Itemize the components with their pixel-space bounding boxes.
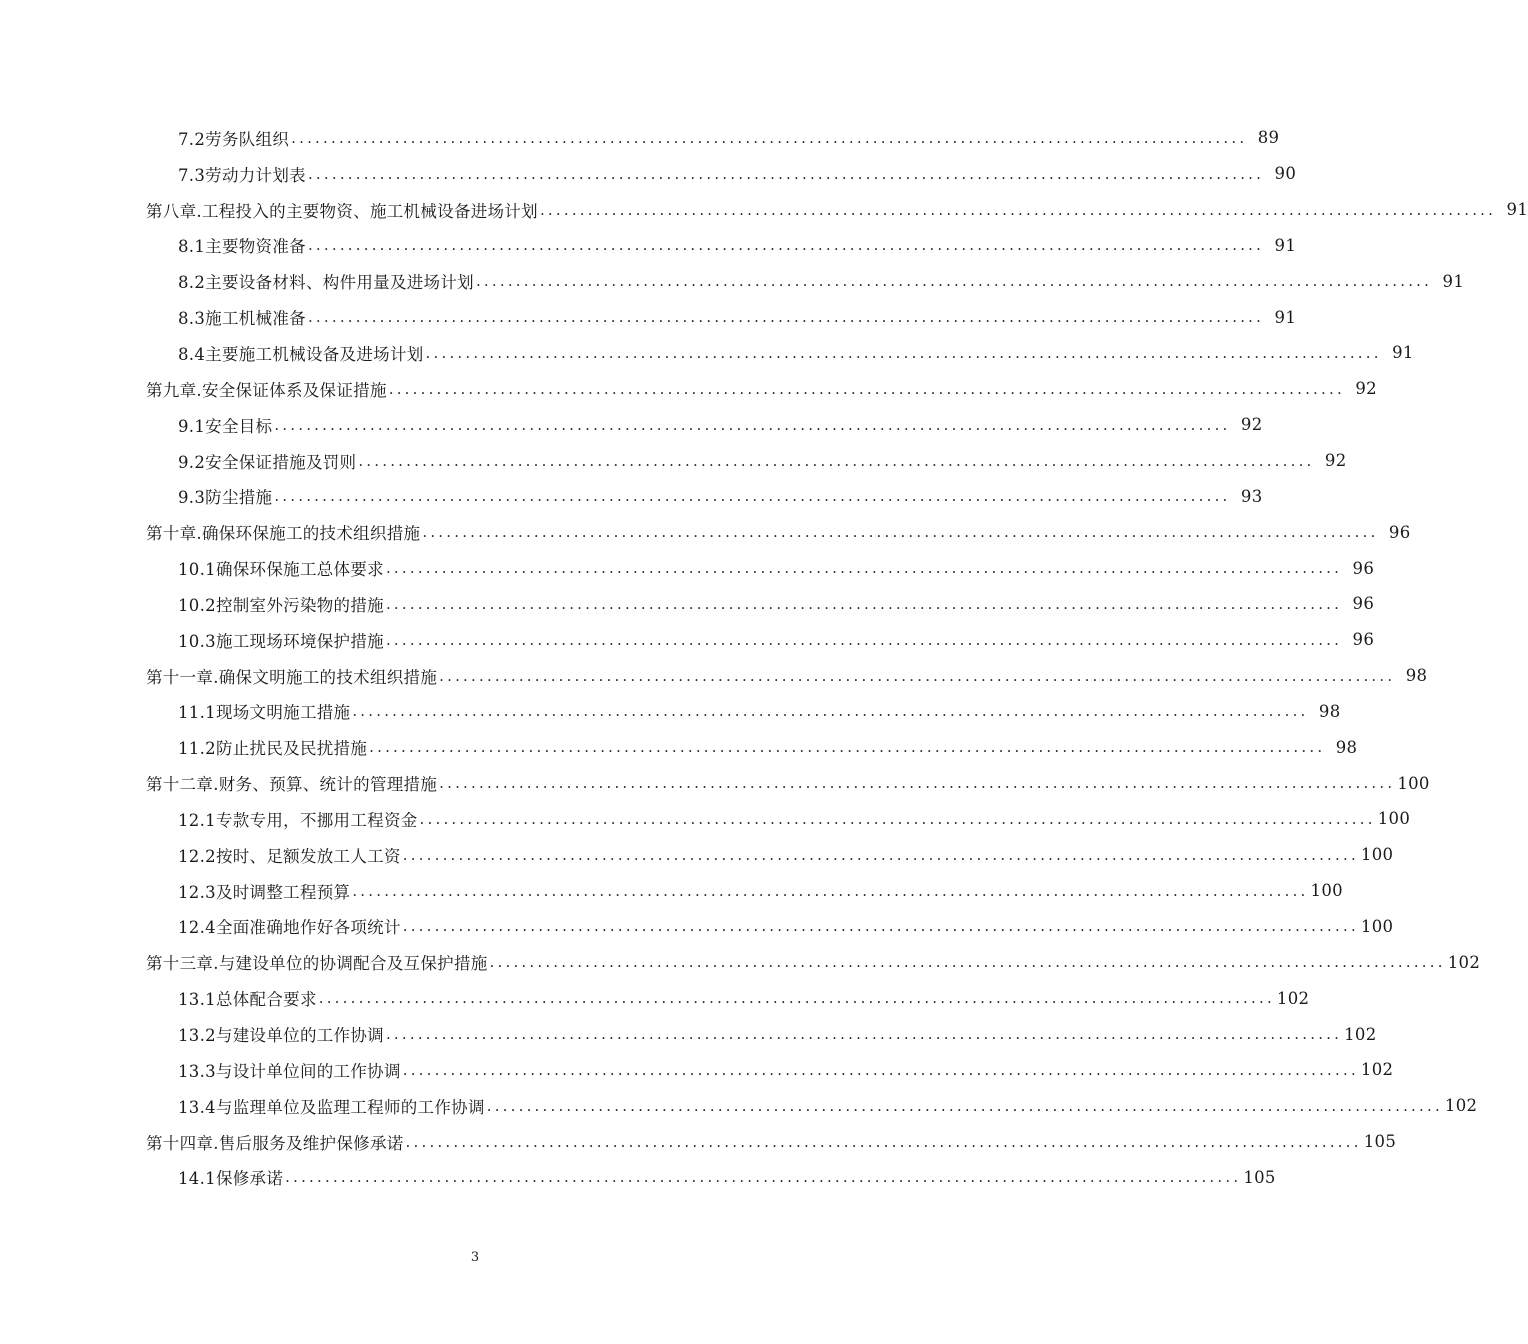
toc-entry-page: 92 <box>1240 415 1263 435</box>
toc-entry-title: 第八章.工程投入的主要物资、施工机械设备进场计划 <box>146 201 538 221</box>
toc-entry-title: 13.3与设计单位间的工作协调 <box>178 1061 401 1081</box>
toc-dot-leader: ........................................................................................................................ <box>486 1096 1443 1115</box>
toc-entry-page: 91 <box>1274 307 1297 327</box>
toc-dot-leader: ........................................................................................................................ <box>419 809 1376 828</box>
toc-entry-title: 11.2防止扰民及民扰措施 <box>178 739 368 759</box>
toc-section-entry[interactable] <box>0 335 1414 371</box>
toc-entry-page: 105 <box>1243 1167 1276 1187</box>
toc-entry-page: 100 <box>1360 916 1394 936</box>
toc-dot-leader: ........................................................................................................................ <box>358 451 1315 470</box>
toc-dot-leader: ........................................................................................................................ <box>402 845 1359 864</box>
toc-dot-leader: ........................................................................................................................ <box>402 917 1359 936</box>
toc-entry-title: 第十章.确保环保施工的技术组织措施 <box>146 524 421 544</box>
toc-entry-title: 8.3施工机械准备 <box>178 309 306 329</box>
toc-entry-page: 100 <box>1377 809 1411 829</box>
toc-entry-title: 9.1安全目标 <box>178 416 273 436</box>
toc-entry-page: 89 <box>1257 128 1280 148</box>
toc-entry-title: 14.1保修承诺 <box>178 1169 284 1189</box>
toc-section-entry[interactable] <box>0 837 1394 873</box>
toc-entry-title: 第九章.安全保证体系及保证措施 <box>146 380 387 400</box>
toc-dot-leader: ........................................................................................................................ <box>422 523 1379 542</box>
toc-section-entry[interactable] <box>0 1088 1478 1124</box>
toc-chapter-entry[interactable] <box>0 514 1411 550</box>
toc-dot-leader: ........................................................................................................................ <box>307 236 1265 255</box>
toc-entry-page: 105 <box>1363 1132 1397 1152</box>
toc-dot-leader: ........................................................................................................................ <box>385 594 1343 613</box>
toc-dot-leader: ........................................................................................................................ <box>385 559 1343 578</box>
toc-dot-leader: ........................................................................................................................ <box>385 1025 1343 1044</box>
toc-section-entry[interactable] <box>0 801 1411 837</box>
toc-entry-page: 91 <box>1506 200 1528 220</box>
page-number: 3 <box>470 1250 480 1265</box>
toc-dot-leader: ........................................................................................................................ <box>539 200 1497 219</box>
toc-entry-page: 96 <box>1352 594 1375 614</box>
toc-entry-page: 102 <box>1447 952 1481 972</box>
toc-section-entry[interactable] <box>0 156 1297 192</box>
toc-dot-leader: ........................................................................................................................ <box>475 272 1433 291</box>
toc-entry-title: 10.3施工现场环境保护措施 <box>178 631 384 651</box>
toc-chapter-entry[interactable] <box>0 1124 1397 1160</box>
toc-dot-leader: ........................................................................................................................ <box>388 379 1345 398</box>
toc-entry-page: 92 <box>1355 379 1377 399</box>
toc-section-entry[interactable] <box>0 909 1394 945</box>
toc-dot-leader: ........................................................................................................................ <box>274 487 1231 506</box>
toc-entry-title: 11.1现场文明施工措施 <box>178 703 351 723</box>
toc-dot-leader: ........................................................................................................................ <box>425 343 1382 362</box>
toc-dot-leader: ........................................................................................................................ <box>489 953 1446 972</box>
toc-section-entry[interactable] <box>0 263 1465 299</box>
toc-entry-page: 96 <box>1352 558 1375 578</box>
toc-section-entry[interactable] <box>0 478 1263 514</box>
toc-entry-page: 91 <box>1392 343 1414 363</box>
toc-entry-title: 第十三章.与建设单位的协调配合及互保护措施 <box>146 954 488 974</box>
toc-entry-title: 12.1专款专用，不挪用工程资金 <box>178 810 418 830</box>
toc-entry-page: 93 <box>1240 486 1263 506</box>
toc-entry-title: 13.1总体配合要求 <box>178 990 317 1010</box>
toc-entry-title: 第十一章.确保文明施工的技术组织措施 <box>146 667 438 687</box>
toc-dot-leader: ........................................................................................................................ <box>352 881 1309 900</box>
toc-section-entry[interactable] <box>0 407 1263 443</box>
toc-dot-leader: ........................................................................................................................ <box>439 774 1396 793</box>
toc-entry-title: 12.4全面准确地作好各项统计 <box>178 918 401 938</box>
toc-entry-title: 7.3劳动力计划表 <box>178 165 306 185</box>
toc-entry-title: 第十四章.售后服务及维护保修承诺 <box>146 1133 404 1153</box>
toc-dot-leader: ........................................................................................................................ <box>352 702 1309 721</box>
toc-section-entry[interactable] <box>0 729 1358 765</box>
toc-section-entry[interactable] <box>0 1052 1394 1088</box>
toc-section-entry[interactable] <box>0 980 1310 1016</box>
toc-entry-page: 91 <box>1274 235 1297 255</box>
toc-entry-title: 12.3及时调整工程预算 <box>178 882 351 902</box>
toc-entry-title: 第十二章.财务、预算、统计的管理措施 <box>146 775 438 795</box>
toc-section-entry[interactable] <box>0 1016 1377 1052</box>
toc-entry-page: 100 <box>1397 773 1430 793</box>
toc-entry-page: 98 <box>1405 666 1428 686</box>
table-of-contents <box>0 120 1528 1195</box>
toc-entry-title: 13.4与监理单位及监理工程师的工作协调 <box>178 1097 485 1117</box>
toc-dot-leader: ........................................................................................................................ <box>385 630 1343 649</box>
toc-entry-page: 96 <box>1388 522 1411 542</box>
toc-entry-page: 102 <box>1276 988 1310 1008</box>
toc-section-entry[interactable] <box>0 299 1297 335</box>
toc-entry-title: 9.2安全保证措施及罚则 <box>178 452 357 472</box>
toc-chapter-entry[interactable] <box>0 658 1428 694</box>
toc-chapter-entry[interactable] <box>0 371 1377 407</box>
toc-entry-title: 12.2按时、足额发放工人工资 <box>178 846 401 866</box>
toc-entry-title: 13.2与建设单位的工作协调 <box>178 1026 384 1046</box>
toc-dot-leader: ........................................................................................................................ <box>307 164 1265 183</box>
toc-section-entry[interactable] <box>0 1159 1276 1195</box>
toc-section-entry[interactable] <box>0 694 1341 730</box>
toc-entry-page: 96 <box>1352 630 1375 650</box>
toc-entry-page: 102 <box>1344 1024 1377 1044</box>
toc-section-entry[interactable] <box>0 873 1343 909</box>
toc-dot-leader: ........................................................................................................................ <box>274 415 1231 434</box>
toc-section-entry[interactable] <box>0 228 1297 264</box>
toc-entry-page: 100 <box>1360 845 1394 865</box>
toc-entry-page: 90 <box>1274 164 1297 184</box>
toc-dot-leader: ........................................................................................................................ <box>307 308 1265 327</box>
toc-entry-title: 8.4主要施工机械设备及进场计划 <box>178 344 424 364</box>
toc-dot-leader: ........................................................................................................................ <box>369 738 1326 757</box>
toc-dot-leader: ........................................................................................................................ <box>402 1060 1359 1079</box>
toc-dot-leader: ........................................................................................................................ <box>291 128 1248 147</box>
toc-chapter-entry[interactable] <box>0 765 1430 801</box>
toc-entry-title: 9.3防尘措施 <box>178 488 273 508</box>
toc-entry-page: 102 <box>1444 1096 1478 1116</box>
toc-section-entry[interactable] <box>0 443 1347 479</box>
toc-dot-leader: ........................................................................................................................ <box>439 666 1396 685</box>
toc-dot-leader: ........................................................................................................................ <box>405 1132 1362 1151</box>
toc-entry-page: 98 <box>1318 701 1341 721</box>
toc-section-entry[interactable] <box>0 120 1280 156</box>
toc-section-entry[interactable] <box>0 622 1375 658</box>
toc-entry-page: 98 <box>1335 737 1358 757</box>
toc-section-entry[interactable] <box>0 586 1375 622</box>
toc-dot-leader: ........................................................................................................................ <box>285 1168 1242 1187</box>
toc-entry-title: 8.2主要设备材料、构件用量及进场计划 <box>178 273 474 293</box>
toc-entry-title: 7.2劳务队组织 <box>178 129 290 149</box>
toc-chapter-entry[interactable] <box>0 944 1481 980</box>
toc-entry-title: 8.1主要物资准备 <box>178 237 306 257</box>
toc-entry-page: 91 <box>1442 271 1465 291</box>
toc-chapter-entry[interactable] <box>0 192 1528 228</box>
toc-section-entry[interactable] <box>0 550 1375 586</box>
toc-entry-page: 92 <box>1324 451 1347 471</box>
toc-entry-title: 10.1确保环保施工总体要求 <box>178 560 384 580</box>
toc-entry-page: 100 <box>1310 881 1343 901</box>
toc-entry-title: 10.2控制室外污染物的措施 <box>178 595 384 615</box>
toc-entry-page: 102 <box>1360 1060 1394 1080</box>
toc-dot-leader: ........................................................................................................................ <box>318 989 1275 1008</box>
